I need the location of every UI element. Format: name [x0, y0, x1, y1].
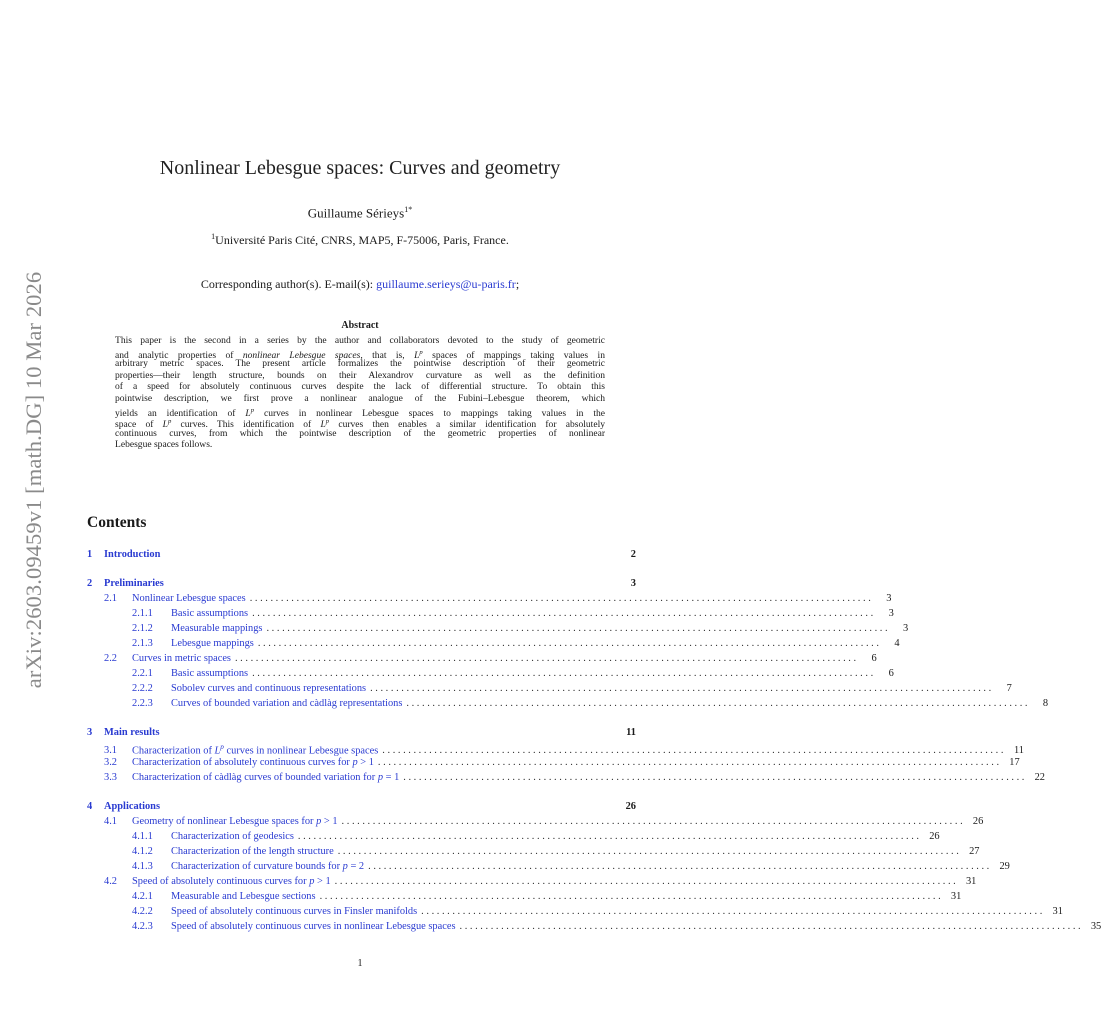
toc-leader-dots: ........................................................................................................................	[406, 698, 1031, 709]
toc-leader-dots: ........................................................................................................................	[377, 757, 1002, 768]
toc-entry-number: 2	[87, 578, 93, 589]
toc-entry[interactable]	[87, 860, 1010, 873]
toc-entry-number: 4.1.1	[132, 831, 153, 842]
toc-entry-title: Measurable mappings	[171, 623, 263, 634]
toc-entry-title: Applications	[104, 801, 161, 812]
abstract-line: space of $L^p$ curves. This identification of $L^p$ curves then enables a similar identification for absolutely	[115, 418, 605, 431]
toc-entry-page: 17	[1009, 757, 1020, 768]
toc-entry-title: Characterization of curvature bounds for p = 2	[171, 861, 365, 872]
toc-entry-number: 4.2	[104, 876, 117, 887]
toc-entry-page: 29	[999, 861, 1010, 872]
toc-entry[interactable]	[87, 905, 1063, 918]
author-superscript: 1*	[404, 205, 413, 214]
toc-entry[interactable]	[87, 845, 980, 858]
toc-entry[interactable]	[87, 697, 1049, 710]
toc-leader-dots: ........................................................................................................................	[234, 653, 859, 664]
toc-entry-title: Speed of absolutely continuous curves for p > 1	[132, 876, 331, 887]
toc-entry-page: 3	[888, 608, 894, 619]
toc-entry[interactable]	[87, 607, 894, 620]
toc-leader-dots: ........................................................................................................................	[334, 876, 959, 887]
toc-entry-number: 2.1.2	[132, 623, 153, 634]
abstract-heading: Abstract	[341, 320, 379, 331]
toc-entry-number: 4.1.2	[132, 846, 153, 857]
toc-entry-title: Nonlinear Lebesgue spaces	[132, 593, 246, 604]
toc-entry-number: 2.1.3	[132, 638, 153, 649]
toc-entry-number: 4.1.3	[132, 861, 153, 872]
toc-leader-dots: ........................................................................................................................	[403, 772, 1027, 783]
toc-entry-title: Sobolev curves and continuous representations	[171, 683, 367, 694]
toc-entry-page: 26	[929, 831, 940, 842]
toc-leader-dots: ........................................................................................................................	[421, 906, 1045, 917]
toc-entry[interactable]	[87, 548, 636, 561]
toc-entry[interactable]	[87, 592, 892, 605]
toc-entry-page: 4	[894, 638, 900, 649]
toc-entry-number: 4	[87, 801, 93, 812]
toc-entry-page: 8	[1042, 698, 1049, 709]
toc-entry-title: Basic assumptions	[171, 608, 249, 619]
toc-entry[interactable]	[87, 756, 1020, 769]
paper-title: Nonlinear Lebesgue spaces: Curves and geometry	[159, 157, 561, 179]
toc-leader-dots: ........................................................................................................................	[266, 623, 891, 634]
toc-entry-title: Preliminaries	[104, 578, 164, 589]
toc-entry-title: Curves of bounded variation and càdlàg representations	[171, 698, 403, 709]
toc-leader-dots: ........................................................................................................................	[337, 846, 962, 857]
affiliation-line	[0, 232, 720, 248]
toc-leader-dots: ........................................................................................................................	[249, 593, 874, 604]
toc-entry-number: 2.2.2	[132, 683, 153, 694]
toc-leader-dots: ........................................................................................................................	[382, 745, 1007, 757]
toc-entry-title: Basic assumptions	[171, 668, 249, 679]
toc-entry-number: 4.1	[104, 816, 117, 827]
abstract-body	[115, 335, 605, 451]
toc-entry-title: Characterization of geodesics	[171, 831, 294, 842]
abstract-line: yields an identification of $L^p$ curves in nonlinear Lebesgue spaces to mappings taking values in the	[115, 406, 605, 419]
toc-entry-number: 4.2.2	[132, 906, 153, 917]
toc-entry-page: 11	[626, 727, 636, 738]
toc-entry-title: Speed of absolutely continuous curves in nonlinear Lebesgue spaces	[171, 921, 456, 932]
toc-entry-title: Geometry of nonlinear Lebesgue spaces for p > 1	[132, 816, 338, 827]
toc-entry-title: Characterization of the length structure	[171, 846, 334, 857]
abstract-line: Lebesgue spaces follows.	[115, 439, 213, 451]
toc-entry-page: 22	[1034, 772, 1045, 783]
toc-entry-number: 2.1.1	[132, 608, 153, 619]
toc-entry[interactable]	[87, 667, 894, 680]
arxiv-id-text: arXiv:2603.09459v1 [math.DG] 10 Mar 2026	[21, 271, 46, 689]
toc-leader-dots: ........................................................................................................................	[459, 921, 1084, 932]
toc-entry[interactable]	[87, 577, 636, 590]
toc-entry[interactable]	[87, 815, 984, 828]
affiliation-text: Université Paris Cité, CNRS, MAP5, F-75006, Paris, France.	[215, 233, 509, 247]
toc-entry[interactable]	[87, 726, 636, 739]
toc-entry[interactable]	[87, 682, 1012, 695]
abstract-line: continuous curves, from which the pointwise description of the geometric properties of nonlinear	[115, 427, 605, 439]
toc-entry-title: Characterization of absolutely continuous curves for p > 1	[132, 757, 374, 768]
toc-entry-page: 3	[903, 623, 909, 634]
toc-leader-dots: ........................................................................................................................	[341, 816, 966, 827]
corresponding-end: ;	[515, 277, 520, 291]
author-line	[0, 205, 720, 221]
toc-entry-number: 3.2	[104, 757, 117, 768]
toc-entry-page: 31	[965, 876, 977, 887]
toc-entry-number: 2.2.1	[132, 668, 153, 679]
contents-heading: Contents	[87, 514, 147, 531]
toc-entry-page: 26	[625, 801, 636, 812]
toc-entry[interactable]	[87, 920, 1101, 933]
toc-entry-page: 35	[1090, 921, 1101, 932]
toc-entry-page: 2	[630, 549, 636, 560]
toc-leader-dots: ........................................................................................................................	[319, 891, 944, 902]
toc-entry-page: 6	[888, 668, 894, 679]
toc-entry-number: 2.2.3	[132, 698, 153, 709]
toc-entry-title: Main results	[104, 727, 160, 738]
toc-leader-dots: ........................................................................................................................	[297, 831, 922, 842]
toc-entry[interactable]	[87, 652, 877, 665]
email-link[interactable]: guillaume.serieys@u-paris.fr	[376, 277, 516, 291]
toc-entry[interactable]	[87, 622, 909, 635]
toc-entry-title: Introduction	[104, 549, 161, 560]
abstract-line: pointwise description, we first prove a nonlinear analogue of the Fubini–Lebesgue theorem, which	[115, 392, 605, 404]
toc-entry-number: 4.2.3	[132, 921, 153, 932]
toc-entry-page: 27	[969, 846, 980, 857]
toc-entry-page: 7	[1006, 683, 1012, 694]
toc-entry-page: 31	[1052, 906, 1063, 917]
toc-entry-title: Characterization of càdlàg curves of bounded variation for p = 1	[132, 772, 400, 783]
toc-entry[interactable]	[87, 771, 1045, 784]
toc-entry-number: 3	[87, 727, 93, 738]
abstract-line: and analytic properties of nonlinear Lebesgue spaces, that is, $L^p$ spaces of mappings taking values in	[115, 348, 605, 361]
toc-entry-number: 2.2	[104, 653, 117, 664]
toc-leader-dots: ........................................................................................................................	[370, 683, 994, 694]
toc-entry[interactable]	[87, 830, 940, 843]
toc-entry-page: 31	[950, 891, 962, 902]
toc-entry-title: Curves in metric spaces	[132, 653, 231, 664]
toc-entry[interactable]	[87, 875, 977, 888]
toc-leader-dots: ........................................................................................................................	[257, 638, 882, 649]
toc-entry-number: 2.1	[104, 593, 117, 604]
toc-entry[interactable]	[87, 890, 962, 903]
toc-entry-page: 3	[886, 593, 892, 604]
toc-entry-title: Lebesgue mappings	[171, 638, 254, 649]
affiliation-superscript: 1	[211, 232, 216, 241]
toc-entry[interactable]	[87, 741, 1025, 757]
toc-leader-dots: ........................................................................................................................	[368, 861, 992, 872]
toc-entry-title: Characterization of $L^p$ curves in nonlinear Lebesgue spaces	[132, 743, 379, 757]
toc-entry[interactable]	[87, 637, 900, 650]
page-number: 1	[357, 958, 363, 969]
abstract-line: This paper is the second in a series by the author and collaborators devoted to the study of geometric	[115, 335, 605, 346]
toc-entry-title: Speed of absolutely continuous curves in Finsler manifolds	[171, 906, 418, 917]
toc-leader-dots: ........................................................................................................................	[252, 668, 876, 679]
toc-entry-page: 11	[1014, 745, 1025, 757]
toc-entry[interactable]	[87, 800, 636, 813]
toc-entry-page: 3	[630, 578, 636, 589]
abstract-line: of a speed for absolutely continuous curves despite the lack of differential structure. To obtain this	[115, 381, 605, 393]
toc-entry-number: 3.1	[104, 745, 117, 757]
toc-entry-number: 3.3	[104, 772, 117, 783]
toc-entry-page: 26	[972, 816, 984, 827]
corresponding-label: Corresponding author(s). E-mail(s):	[200, 277, 377, 291]
corresponding-author-line	[0, 277, 720, 292]
toc-entry-number: 4.2.1	[132, 891, 153, 902]
toc-entry-number: 1	[87, 549, 93, 560]
author-name: Guillaume Sérieys	[307, 205, 405, 221]
toc-entry-page: 6	[871, 653, 877, 664]
abstract-line: properties—their length structure, bounds on their Alexandrov curvature as well as the definition	[115, 369, 605, 381]
toc-entry-title: Measurable and Lebesgue sections	[171, 891, 316, 902]
abstract-line: arbitrary metric spaces. The present article formalizes the pointwise description of their geometric	[115, 358, 605, 370]
toc-leader-dots: ........................................................................................................................	[252, 608, 876, 619]
